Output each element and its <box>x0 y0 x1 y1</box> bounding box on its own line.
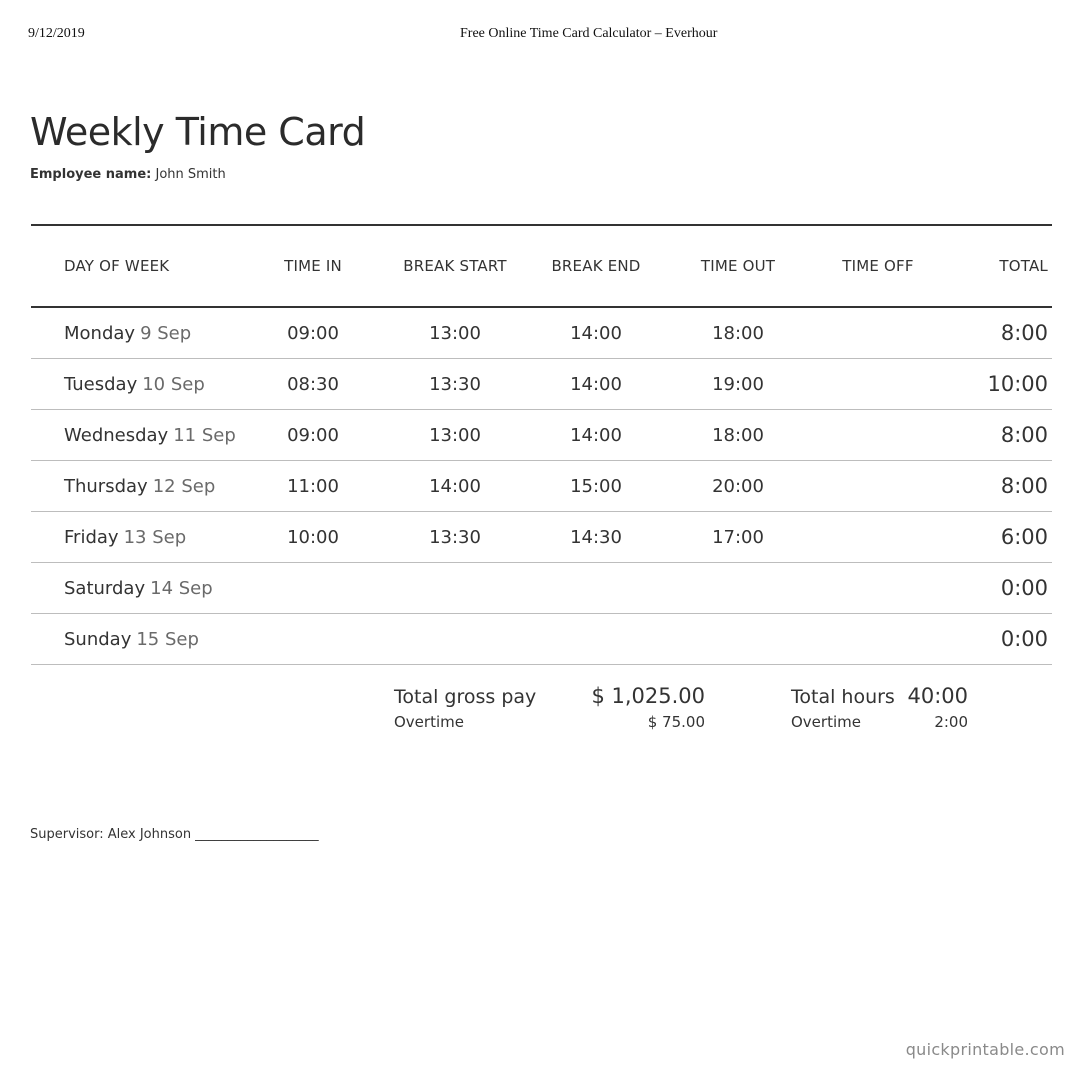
print-header <box>0 26 1080 46</box>
day-cell <box>64 512 264 562</box>
break-start-cell <box>395 614 515 664</box>
time-in-cell <box>263 563 363 613</box>
time-out-cell: 20:00 <box>712 475 764 497</box>
time-out-cell <box>688 563 788 613</box>
time-in-cell: 09:00 <box>287 322 339 344</box>
employee-line <box>30 167 226 182</box>
header-break-end: BREAK END <box>551 257 641 275</box>
overtime-hours-value: 2:00 <box>934 713 968 731</box>
header-break-start: BREAK START <box>403 257 507 275</box>
header-total: TOTAL <box>999 257 1048 275</box>
table-row <box>31 614 1052 665</box>
day-name: Wednesday <box>64 424 169 446</box>
time-off-cell <box>828 461 928 511</box>
day-date: 9 Sep <box>140 322 192 344</box>
header-time-off: TIME OFF <box>842 257 914 275</box>
time-out-cell: 18:00 <box>712 424 764 446</box>
total-cell: 8:00 <box>1000 321 1048 345</box>
print-date: 9/12/2019 <box>28 26 85 41</box>
header-day-of-week: DAY OF WEEK <box>64 257 170 275</box>
overtime-hours-label: Overtime <box>791 713 861 731</box>
break-start-cell: 13:00 <box>429 322 481 344</box>
supervisor-line <box>30 827 319 842</box>
time-off-cell <box>828 614 928 664</box>
total-hours-label: Total hours <box>791 686 895 708</box>
break-end-cell: 15:00 <box>570 475 622 497</box>
break-start-cell: 13:30 <box>429 373 481 395</box>
total-cell: 0:00 <box>1000 576 1048 600</box>
summary-section <box>0 683 1080 743</box>
day-name: Monday <box>64 322 136 344</box>
time-out-cell: 18:00 <box>712 322 764 344</box>
time-off-cell <box>828 563 928 613</box>
time-out-cell: 17:00 <box>712 526 764 548</box>
total-cell: 8:00 <box>1000 474 1048 498</box>
total-cell: 8:00 <box>1000 423 1048 447</box>
table-row <box>31 308 1052 359</box>
total-cell: 6:00 <box>1000 525 1048 549</box>
day-name: Tuesday <box>64 373 138 395</box>
time-off-cell <box>828 308 928 358</box>
day-date: 11 Sep <box>173 424 236 446</box>
overtime-pay-label: Overtime <box>394 713 464 731</box>
break-start-cell <box>395 563 515 613</box>
table-row <box>31 359 1052 410</box>
time-in-cell: 10:00 <box>287 526 339 548</box>
day-name: Saturday <box>64 577 146 599</box>
day-date: 14 Sep <box>150 577 213 599</box>
day-cell <box>64 461 264 511</box>
table-row <box>31 410 1052 461</box>
time-in-cell: 08:30 <box>287 373 339 395</box>
time-off-cell <box>828 359 928 409</box>
time-out-cell <box>688 614 788 664</box>
time-card-table <box>31 224 1052 665</box>
day-date: 15 Sep <box>136 628 199 650</box>
total-hours-value: 40:00 <box>907 684 968 708</box>
time-in-cell <box>263 614 363 664</box>
table-row <box>31 563 1052 614</box>
break-start-cell: 13:00 <box>429 424 481 446</box>
header-time-in: TIME IN <box>284 257 342 275</box>
break-end-cell: 14:00 <box>570 373 622 395</box>
watermark: quickprintable.com <box>905 1040 1065 1059</box>
day-cell <box>64 410 264 460</box>
time-in-cell: 09:00 <box>287 424 339 446</box>
day-date: 10 Sep <box>142 373 205 395</box>
break-start-cell: 14:00 <box>429 475 481 497</box>
overtime-pay-value: $ 75.00 <box>647 713 705 731</box>
header-time-out: TIME OUT <box>700 257 776 275</box>
break-end-cell: 14:00 <box>570 322 622 344</box>
employee-name-label: Employee name: <box>30 167 152 182</box>
day-cell <box>64 308 264 358</box>
break-end-cell: 14:30 <box>570 526 622 548</box>
table-row <box>31 512 1052 563</box>
time-off-cell <box>828 512 928 562</box>
time-off-cell <box>828 410 928 460</box>
break-start-cell: 13:30 <box>429 526 481 548</box>
day-name: Friday <box>64 526 119 548</box>
time-out-cell: 19:00 <box>712 373 764 395</box>
day-date: 13 Sep <box>123 526 187 548</box>
time-in-cell: 11:00 <box>287 475 339 497</box>
day-cell <box>64 563 264 613</box>
total-cell: 0:00 <box>1000 627 1048 651</box>
day-name: Sunday <box>64 628 132 650</box>
break-end-cell <box>546 614 646 664</box>
print-page-title: Free Online Time Card Calculator – Everhour <box>460 26 718 41</box>
day-cell <box>64 359 264 409</box>
break-end-cell: 14:00 <box>570 424 622 446</box>
employee-name-value: John Smith <box>155 167 226 182</box>
gross-pay-label: Total gross pay <box>394 686 537 708</box>
table-row <box>31 461 1052 512</box>
document-title: Weekly Time Card <box>30 110 366 154</box>
signature-line: ___________________ <box>195 827 319 842</box>
break-end-cell <box>546 563 646 613</box>
gross-pay-value: $ 1,025.00 <box>591 684 705 708</box>
table-header-row <box>31 226 1052 306</box>
supervisor-label: Supervisor: Alex Johnson <box>30 827 192 842</box>
day-date: 12 Sep <box>152 475 216 497</box>
total-cell: 10:00 <box>987 372 1048 396</box>
day-name: Thursday <box>64 475 148 497</box>
day-cell <box>64 614 264 664</box>
